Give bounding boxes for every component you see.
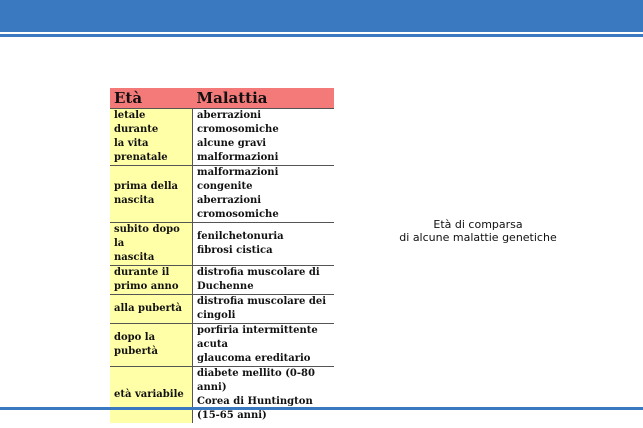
- eta-line: durante il: [114, 267, 170, 278]
- malattia-line: distrofia muscolare di: [197, 267, 320, 278]
- malattia-cell: [193, 109, 335, 166]
- table-row: [110, 295, 334, 324]
- malattia-line: distrofia muscolare dei: [197, 296, 326, 307]
- malattia-line: aberrazioni cromosomiche: [197, 195, 279, 220]
- malattia-line: porfiria intermittente: [197, 325, 318, 336]
- malattia-line: fibrosi cistica: [197, 245, 273, 256]
- table-row: [110, 109, 334, 166]
- table-row: [110, 166, 334, 223]
- eta-line: subito dopo la: [114, 224, 180, 249]
- malattia-line: fenilchetonuria: [197, 231, 284, 242]
- eta-line: nascita: [114, 195, 155, 206]
- eta-line: prenatale: [114, 152, 168, 163]
- eta-cell: [110, 109, 193, 166]
- malattia-line: acuta: [197, 339, 228, 350]
- malattia-line: Corea di Huntington: [197, 396, 313, 407]
- malattia-line: aberrazioni cromosomiche: [197, 110, 279, 135]
- table-row: [110, 223, 334, 266]
- eta-line: alla pubertà: [114, 303, 183, 314]
- caption-line-1: Età di comparsa: [433, 218, 523, 231]
- eta-line: letale durante: [114, 110, 159, 135]
- eta-line: la vita: [114, 138, 149, 149]
- malattia-line: (15-65 anni): [197, 410, 267, 421]
- eta-cell: [110, 367, 193, 424]
- eta-line: prima della: [114, 181, 179, 192]
- malattia-line: cingoli: [197, 310, 236, 321]
- table-body: [110, 109, 334, 424]
- malattia-line: malformazioni: [197, 152, 279, 163]
- header-malattia: Malattia: [193, 88, 335, 109]
- eta-cell: [110, 166, 193, 223]
- bottom-divider: [0, 407, 643, 410]
- malattia-cell: [193, 266, 335, 295]
- malattia-cell: [193, 324, 335, 367]
- top-divider: [0, 34, 643, 37]
- malattia-cell: [193, 367, 335, 424]
- malattia-cell: [193, 166, 335, 223]
- malattia-cell: [193, 223, 335, 266]
- eta-line: primo anno: [114, 281, 179, 292]
- eta-cell: [110, 266, 193, 295]
- disease-age-table: [110, 88, 334, 423]
- slide-caption: [378, 218, 578, 244]
- top-band: [0, 0, 643, 32]
- malattia-line: glaucoma ereditario: [197, 353, 311, 364]
- malattia-line: Duchenne: [197, 281, 254, 292]
- malattia-line: malformazioni congenite: [197, 167, 279, 192]
- eta-line: nascita: [114, 252, 155, 263]
- table-row: [110, 324, 334, 367]
- table-row: [110, 367, 334, 424]
- eta-line: pubertà: [114, 346, 158, 357]
- eta-cell: [110, 223, 193, 266]
- malattia-line: alcune gravi: [197, 138, 267, 149]
- eta-cell: [110, 324, 193, 367]
- malattia-line: diabete mellito (0-80 anni): [197, 368, 315, 393]
- table-row: [110, 266, 334, 295]
- malattia-cell: [193, 295, 335, 324]
- eta-line: età variabile: [114, 389, 184, 400]
- disease-table-container: [110, 88, 334, 423]
- eta-line: dopo la: [114, 332, 156, 343]
- header-eta: Età: [110, 88, 193, 109]
- caption-line-2: di alcune malattie genetiche: [399, 231, 557, 244]
- table-header-row: [110, 88, 334, 109]
- eta-cell: [110, 295, 193, 324]
